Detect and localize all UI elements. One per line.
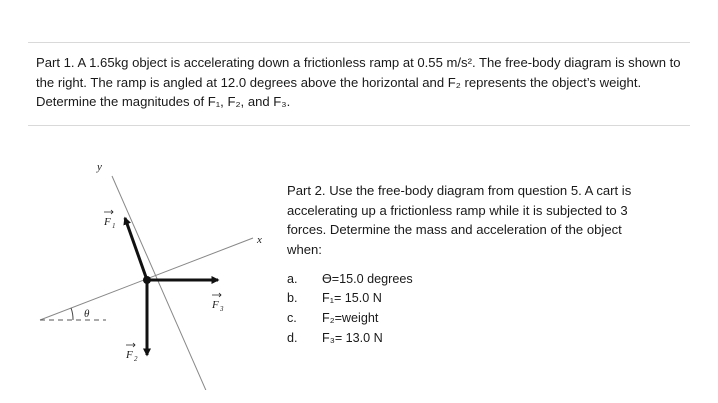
- f1-subscript: 1: [112, 222, 116, 230]
- vector-arrow-icon: [126, 343, 135, 347]
- theta-angle-arc: [71, 308, 73, 320]
- part2-problem-text: Part 2. Use the free-body diagram from question 5. A cart is accelerating up a frictionless ramp while it is subjected to 3 forces. Determine the mass and acceleration of the object when:: [287, 183, 632, 257]
- theta-label: θ: [84, 308, 90, 320]
- f2-label: [125, 343, 138, 363]
- condition-value: F₃= 13.0 N: [322, 330, 383, 345]
- part2-conditions-list: [287, 269, 487, 347]
- condition-c: [287, 308, 487, 328]
- f1-label: [103, 210, 116, 230]
- condition-letter: c.: [287, 310, 297, 325]
- condition-value: ϴ=15.0 degrees: [322, 271, 413, 286]
- f2-symbol: F: [126, 349, 133, 361]
- vector-arrow-icon: [212, 293, 221, 297]
- part1-problem-text: Part 1. A 1.65kg object is accelerating down a frictionless ramp at 0.55 m/s². The free-body diagram is shown to the right. The ramp is angled at 12.0 degrees above the horizontal and F₂ represents the object’s weight. Determine the magnitudes of F₁, F₂, and F₃.: [36, 55, 681, 110]
- f3-subscript: 3: [220, 305, 224, 313]
- object-point: [143, 276, 151, 284]
- f2-subscript: 2: [134, 355, 138, 363]
- condition-d: [287, 328, 487, 348]
- vector-arrow-icon: [104, 210, 113, 214]
- free-body-diagram: [30, 150, 280, 390]
- condition-value: F₁= 15.0 N: [322, 291, 382, 306]
- f3-label: [211, 293, 224, 313]
- condition-b: [287, 289, 487, 309]
- f1-symbol: F: [104, 216, 111, 228]
- f3-symbol: F: [212, 299, 219, 311]
- condition-value: F₂=weight: [322, 310, 379, 325]
- condition-letter: a.: [287, 271, 298, 286]
- condition-letter: d.: [287, 330, 298, 345]
- condition-letter: b.: [287, 291, 298, 306]
- y-axis-label: y: [97, 161, 102, 173]
- condition-a: [287, 269, 487, 289]
- x-axis-label: x: [257, 234, 262, 246]
